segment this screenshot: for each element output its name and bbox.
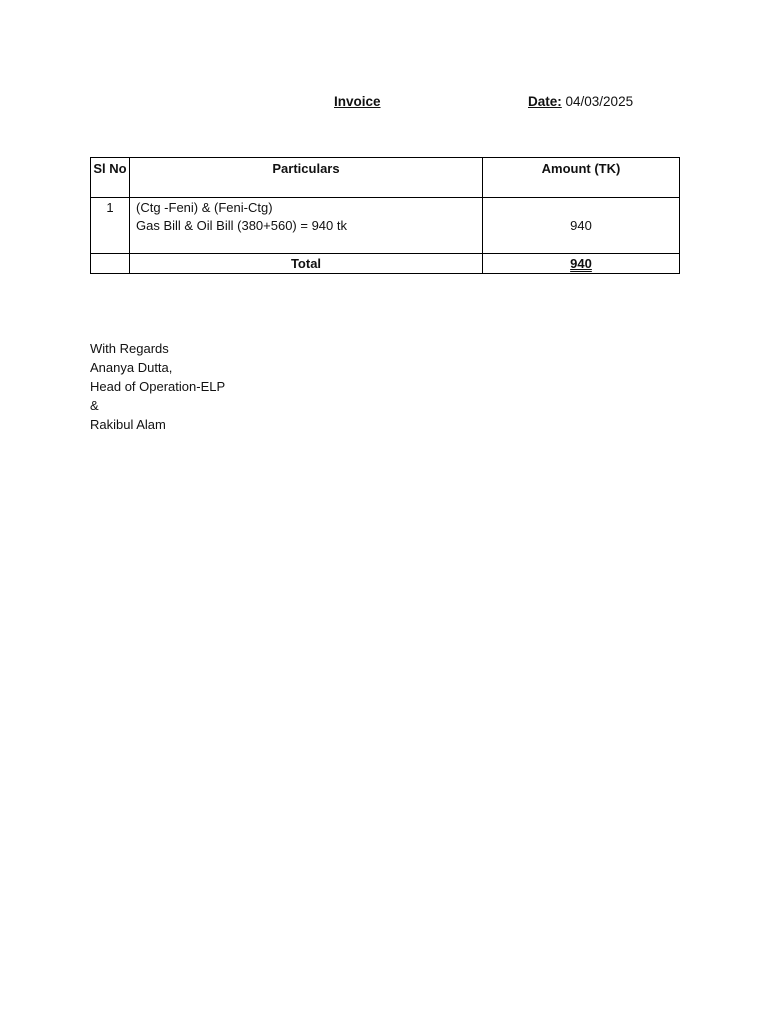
total-amount: 940 — [570, 255, 592, 271]
signer-name-1: Ananya Dutta, — [90, 360, 173, 375]
total-amount-cell — [483, 254, 680, 274]
invoice-table — [90, 157, 680, 274]
signature-block — [90, 339, 225, 434]
table-header-row — [91, 158, 680, 198]
column-header-particulars: Particulars — [130, 158, 483, 198]
date-value: 04/03/2025 — [561, 94, 634, 109]
row-amount: 940 — [483, 198, 680, 254]
column-header-sl-no: Sl No — [91, 158, 130, 198]
invoice-title: Invoice — [334, 94, 381, 109]
row-sl-no: 1 — [91, 198, 130, 254]
total-empty-cell — [91, 254, 130, 274]
particulars-line-2: Gas Bill & Oil Bill (380+560) = 940 tk — [136, 218, 347, 233]
signer-name-2: Rakibul Alam — [90, 417, 166, 432]
ampersand: & — [90, 398, 99, 413]
table-row — [91, 198, 680, 254]
date-line — [528, 94, 633, 109]
particulars-line-1: (Ctg -Feni) & (Feni-Ctg) — [136, 200, 273, 215]
table-total-row — [91, 254, 680, 274]
signer-title: Head of Operation-ELP — [90, 379, 226, 394]
date-label: Date: — [528, 94, 562, 109]
regards-line: With Regards — [90, 341, 169, 356]
total-label: Total — [130, 254, 483, 274]
row-particulars — [130, 198, 483, 254]
column-header-amount: Amount (TK) — [483, 158, 680, 198]
